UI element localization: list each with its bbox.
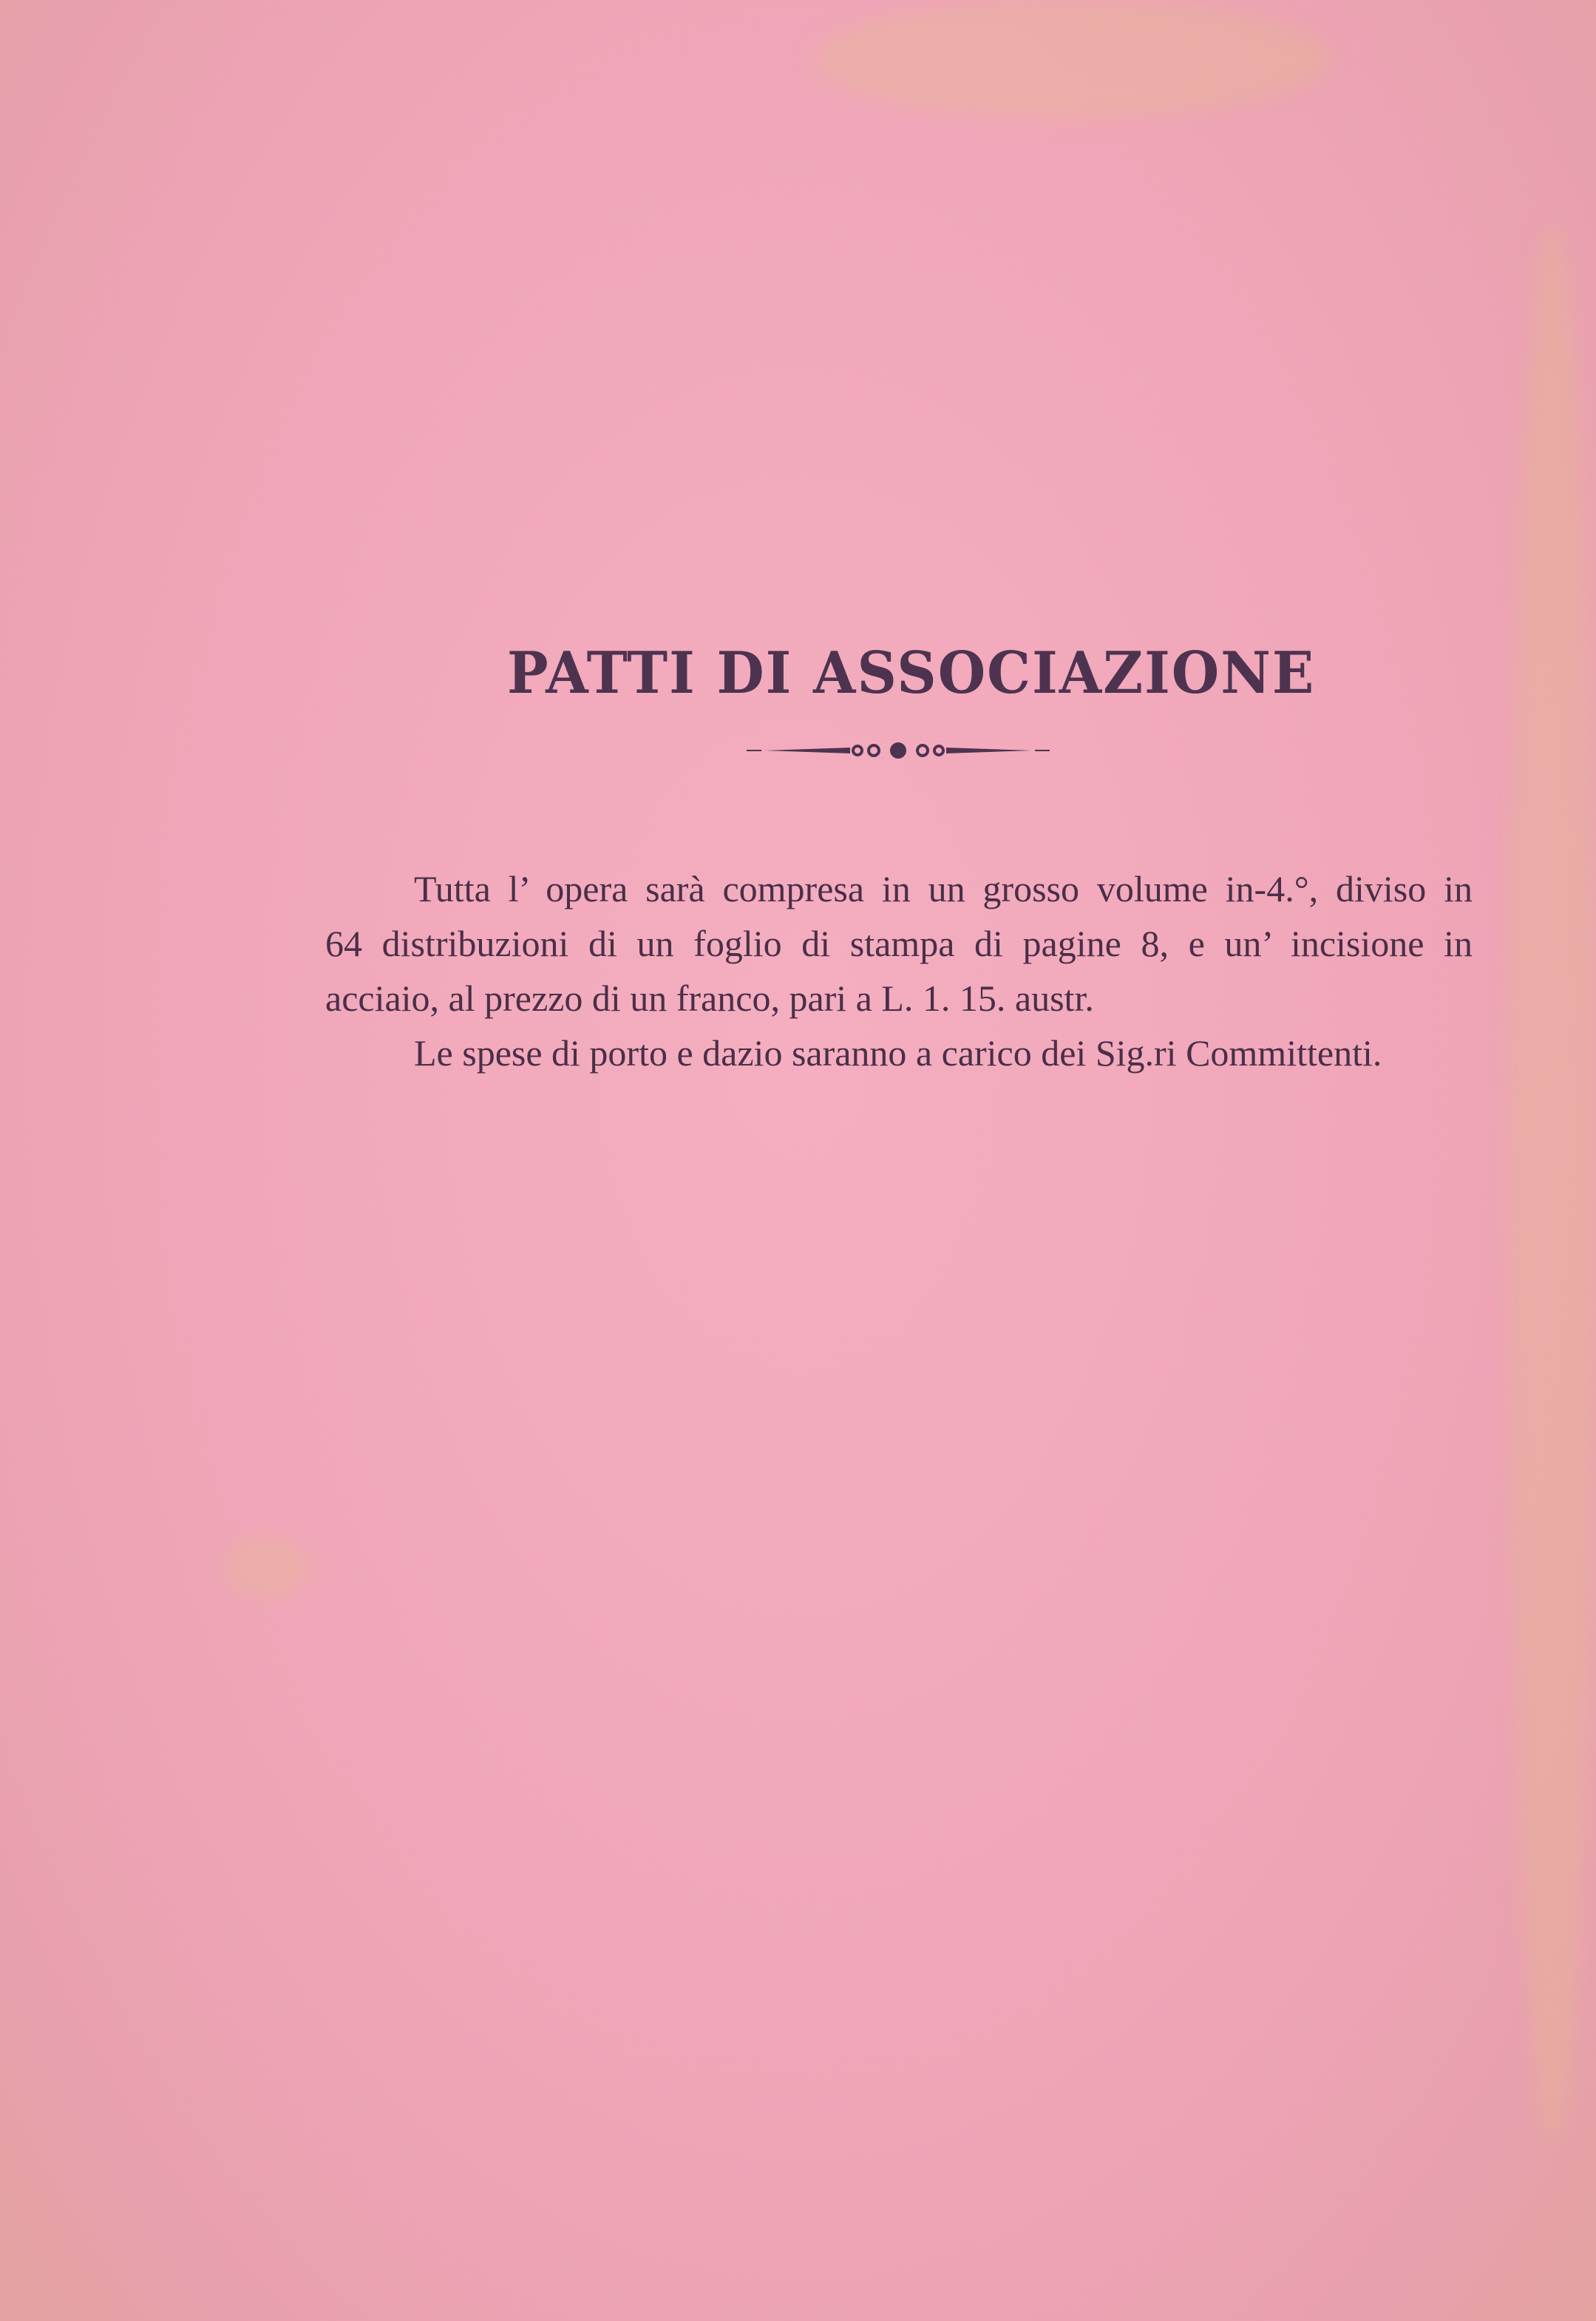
- paper-stain: [222, 1538, 310, 1597]
- ornament-divider-icon: [747, 739, 1050, 762]
- paper-stain: [1508, 222, 1596, 2144]
- page-title: PATTI DI ASSOCIAZIONE: [507, 640, 1316, 708]
- paragraph-1-line-3: acciaio, al prezzo di un franco, pari a L. 1. 15. austr.: [325, 977, 1094, 1019]
- paper-stain: [813, 0, 1331, 118]
- paragraph-2-line-1: Le spese di porto e dazio saranno a carico dei Sig.ri Committenti.: [414, 1032, 1382, 1074]
- paragraph-1-line-1: Tutta l’ opera sarà compresa in un grosso volume in-4.°, diviso in: [414, 868, 1473, 909]
- paragraph-1-line-2: 64 distribuzioni di un foglio di stampa di pagine 8, e un’ incisione in: [325, 923, 1473, 964]
- body-text: [325, 861, 1473, 1080]
